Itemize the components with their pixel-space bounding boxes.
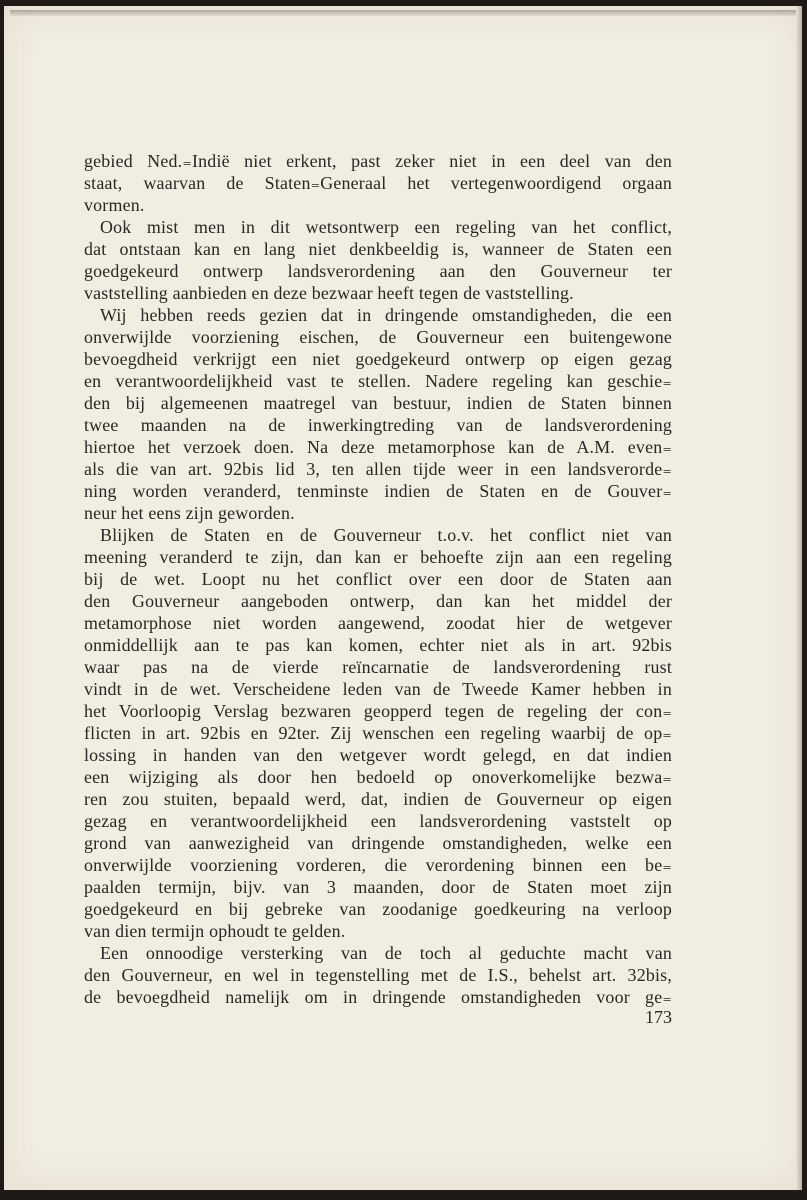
text-line: den Gouverneur aangeboden ontwerp, dan kan het middel der [84, 591, 672, 611]
text-line: staat, waarvan de Staten₌Generaal het vertegenwoordigend orgaan [84, 173, 672, 193]
page-top-edge [10, 10, 800, 16]
text-line: neur het eens zijn geworden. [84, 503, 295, 523]
text-line: metamorphose niet worden aangewend, zoodat hier de wetgever [84, 613, 672, 633]
text-line: Ook mist men in dit wetsontwerp een regeling van het conflict, [100, 217, 672, 237]
text-line: hiertoe het verzoek doen. Na deze metamorphose kan de A.M. even₌ [84, 437, 672, 457]
text-line: ren zou stuiten, bepaald werd, dat, indien de Gouverneur op eigen [84, 789, 672, 809]
text-line: en verantwoordelijkheid vast te stellen. Nadere regeling kan geschie₌ [84, 371, 672, 391]
text-line: van dien termijn ophoudt te gelden. [84, 921, 346, 941]
text-line: flicten in art. 92bis en 92ter. Zij wenschen een regeling waarbij de op₌ [84, 723, 672, 743]
text-line: bij de wet. Loopt nu het conflict over een door de Staten aan [84, 569, 672, 589]
page-right-edge [796, 6, 802, 1190]
text-line: als die van art. 92bis lid 3, ten allen tijde weer in een landsverorde₌ [84, 459, 672, 479]
page-number: 173 [645, 1007, 672, 1027]
text-line: goedgekeurd en bij gebreke van zoodanige goedkeuring na verloop [84, 899, 672, 919]
text-line: Wij hebben reeds gezien dat in dringende omstandigheden, die een [100, 305, 672, 325]
paragraph-4 [84, 524, 672, 942]
paragraph-2 [84, 216, 672, 304]
text-line: Een onnoodige versterking van de toch al geduchte macht van [100, 943, 672, 963]
text-line: dat ontstaan kan en lang niet denkbeeldig is, wanneer de Staten een [84, 239, 672, 259]
book-page [4, 6, 802, 1190]
text-line: lossing in handen van den wetgever wordt gelegd, en dat indien [84, 745, 672, 765]
text-line: waar pas na de vierde reïncarnatie de landsverordening rust [84, 657, 672, 677]
text-line: ning worden veranderd, tenminste indien de Staten en de Gouver₌ [84, 481, 672, 501]
text-line: Blijken de Staten en de Gouverneur t.o.v. het conflict niet van [100, 525, 672, 545]
text-line: vormen. [84, 195, 145, 215]
text-line: grond van aanwezigheid van dringende omstandigheden, welke een [84, 833, 672, 853]
text-line: gebied Ned.₌Indië niet erkent, past zeker niet in een deel van den [84, 151, 672, 171]
text-line: vindt in de wet. Verscheidene leden van de Tweede Kamer hebben in [84, 679, 672, 699]
text-line: gezag en verantwoordelijkheid een landsverordening vaststelt op [84, 811, 672, 831]
body-text [84, 150, 672, 1008]
text-line: goedgekeurd ontwerp landsverordening aan den Gouverneur ter [84, 261, 672, 281]
text-line: het Voorloopig Verslag bezwaren geopperd tegen de regeling der con₌ [84, 701, 672, 721]
text-line: een wijziging als door hen bedoeld op onoverkomelijke bezwa₌ [84, 767, 672, 787]
paragraph-3 [84, 304, 672, 524]
paragraph-1 [84, 150, 672, 216]
text-line: onverwijlde voorziening vorderen, die verordening binnen een be₌ [84, 855, 672, 875]
text-line: den Gouverneur, en wel in tegenstelling met de I.S., behelst art. 32bis, [84, 965, 672, 985]
text-line: twee maanden na de inwerkingtreding van de landsverordening [84, 415, 672, 435]
text-line: paalden termijn, bijv. van 3 maanden, door de Staten moet zijn [84, 877, 672, 897]
text-line: onverwijlde voorziening eischen, de Gouverneur een buitengewone [84, 327, 672, 347]
text-line: bevoegdheid verkrijgt een niet goedgekeurd ontwerp op eigen gezag [84, 349, 672, 369]
text-line: de bevoegdheid namelijk om in dringende omstandigheden voor ge₌ [84, 987, 672, 1007]
paragraph-5 [84, 942, 672, 1008]
text-line: meening veranderd te zijn, dan kan er behoefte zijn aan een regeling [84, 547, 672, 567]
text-line: den bij algemeenen maatregel van bestuur, indien de Staten binnen [84, 393, 672, 413]
text-line: onmiddellijk aan te pas kan komen, echter niet als in art. 92bis [84, 635, 672, 655]
text-line: vaststelling aanbieden en deze bezwaar heeft tegen de vaststelling. [84, 283, 574, 303]
